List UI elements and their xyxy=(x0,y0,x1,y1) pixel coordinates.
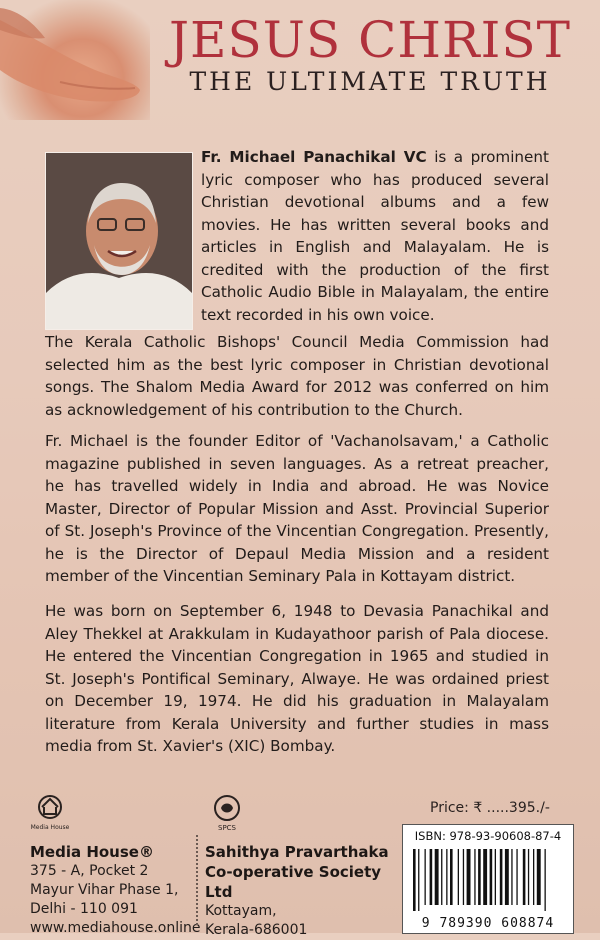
barcode-bar xyxy=(463,849,464,905)
barcode-bar xyxy=(505,849,509,905)
barcode-bar xyxy=(495,849,496,905)
barcode-bar xyxy=(474,849,475,905)
barcode-bar xyxy=(533,849,534,905)
barcode-bar xyxy=(467,849,471,905)
barcode-bar xyxy=(450,849,453,905)
publisher-media-house xyxy=(30,792,201,938)
barcode-bar xyxy=(523,849,526,905)
spcs-logo xyxy=(207,792,395,836)
barcode-bar xyxy=(516,849,517,905)
bio-paragraph-1-text: is a prominent lyric composer who has produced several Christian devotional albums and a few movies. He has written several books and articles in English and Malayalam. He is credited with the production of the first Catholic Audio Bible in Malayalam, the entire text recorded in his own voice. xyxy=(201,148,549,324)
barcode-bar xyxy=(511,849,512,905)
barcode-bar xyxy=(435,849,439,905)
barcode-bar xyxy=(413,849,416,911)
barcode-bar xyxy=(418,849,419,911)
media-house-name: Media House® xyxy=(30,843,154,861)
barcode-bar xyxy=(458,849,459,905)
book-title: JESUS CHRIST xyxy=(169,11,571,69)
spcs-name-line-1: Sahithya Pravarthaka xyxy=(205,843,389,861)
bio-paragraph-2: The Kerala Catholic Bishops' Council Media Commission had selected him as the best lyric composer in Christian devotional songs. The Shalom Media Award for 2012 was conferred on him as acknowledgement of his contribution to the Church. xyxy=(45,333,549,419)
spcs-address-1: Kottayam, xyxy=(205,903,277,919)
media-house-website: www.mediahouse.online xyxy=(30,920,201,936)
barcode-bar xyxy=(490,849,493,905)
bio-paragraph-4: He was born on September 6, 1948 to Devasia Panachikal and Aley Thekkel at Arakkulam in Kudayathoor parish of Pala diocese. He entered the Vincentian Congregation in 1965 and studied in St. Joseph's Pontifical Seminary, Alwaye. He was ordained priest on December 19, 1974. He did his graduation in Malayalam literature from Kerala University and further studies in mass media from St. Xavier's (XIC) Bombay. xyxy=(45,602,549,755)
bio-paragraph-3: Fr. Michael is the founder Editor of 'Vachanolsavam,' a Catholic magazine published in seven languages. As a retreat preacher, he has travelled widely in India and abroad. He was Novice Master, Director of Popular Mission and Asst. Provincial Superior of St. Joseph's Province of the Vincentian Congregation. Presently, he is the Director of Depaul Media Mission and a resident member of the Vincentian Seminary Pala in Kottayam district. xyxy=(45,432,549,585)
price-label: Price: ₹ .....395./- xyxy=(430,800,550,816)
barcode xyxy=(403,845,573,915)
media-house-address-2: Mayur Vihar Phase 1, xyxy=(30,882,179,898)
footer-divider xyxy=(196,835,198,925)
barcode-bar xyxy=(478,849,481,905)
barcode-bar xyxy=(430,849,433,905)
book-subtitle: THE ULTIMATE TRUTH xyxy=(189,67,551,96)
barcode-number: 9 789390 608874 xyxy=(421,916,555,931)
media-house-logo xyxy=(30,792,190,836)
publisher-spcs xyxy=(205,792,395,940)
spcs-address-2: Kerala-686001 xyxy=(205,922,308,938)
author-name: Fr. Michael Panachikal VC xyxy=(201,148,427,166)
author-photo xyxy=(45,152,193,330)
spcs-logo-caption: SPCS xyxy=(218,824,236,832)
isbn-barcode-box xyxy=(402,824,574,934)
spcs-name-line-2: Co-operative Society Ltd xyxy=(205,863,382,901)
media-house-logo-caption: Media House xyxy=(30,824,70,831)
media-house-address-1: 375 - A, Pocket 2 xyxy=(30,863,149,879)
barcode-bar xyxy=(528,849,529,905)
barcode-bar xyxy=(446,849,447,905)
barcode-bar xyxy=(500,849,503,905)
isbn-label: ISBN: 978-93-90608-87-4 xyxy=(414,829,562,843)
barcode-bar xyxy=(537,849,541,905)
barcode-bar xyxy=(425,849,426,905)
offering-hand-image xyxy=(0,0,150,120)
media-house-address-3: Delhi - 110 091 xyxy=(30,901,138,917)
barcode-bar xyxy=(483,849,487,905)
barcode-bar xyxy=(545,849,546,911)
bio-paragraph-1 xyxy=(201,146,549,326)
barcode-bar xyxy=(441,849,442,905)
